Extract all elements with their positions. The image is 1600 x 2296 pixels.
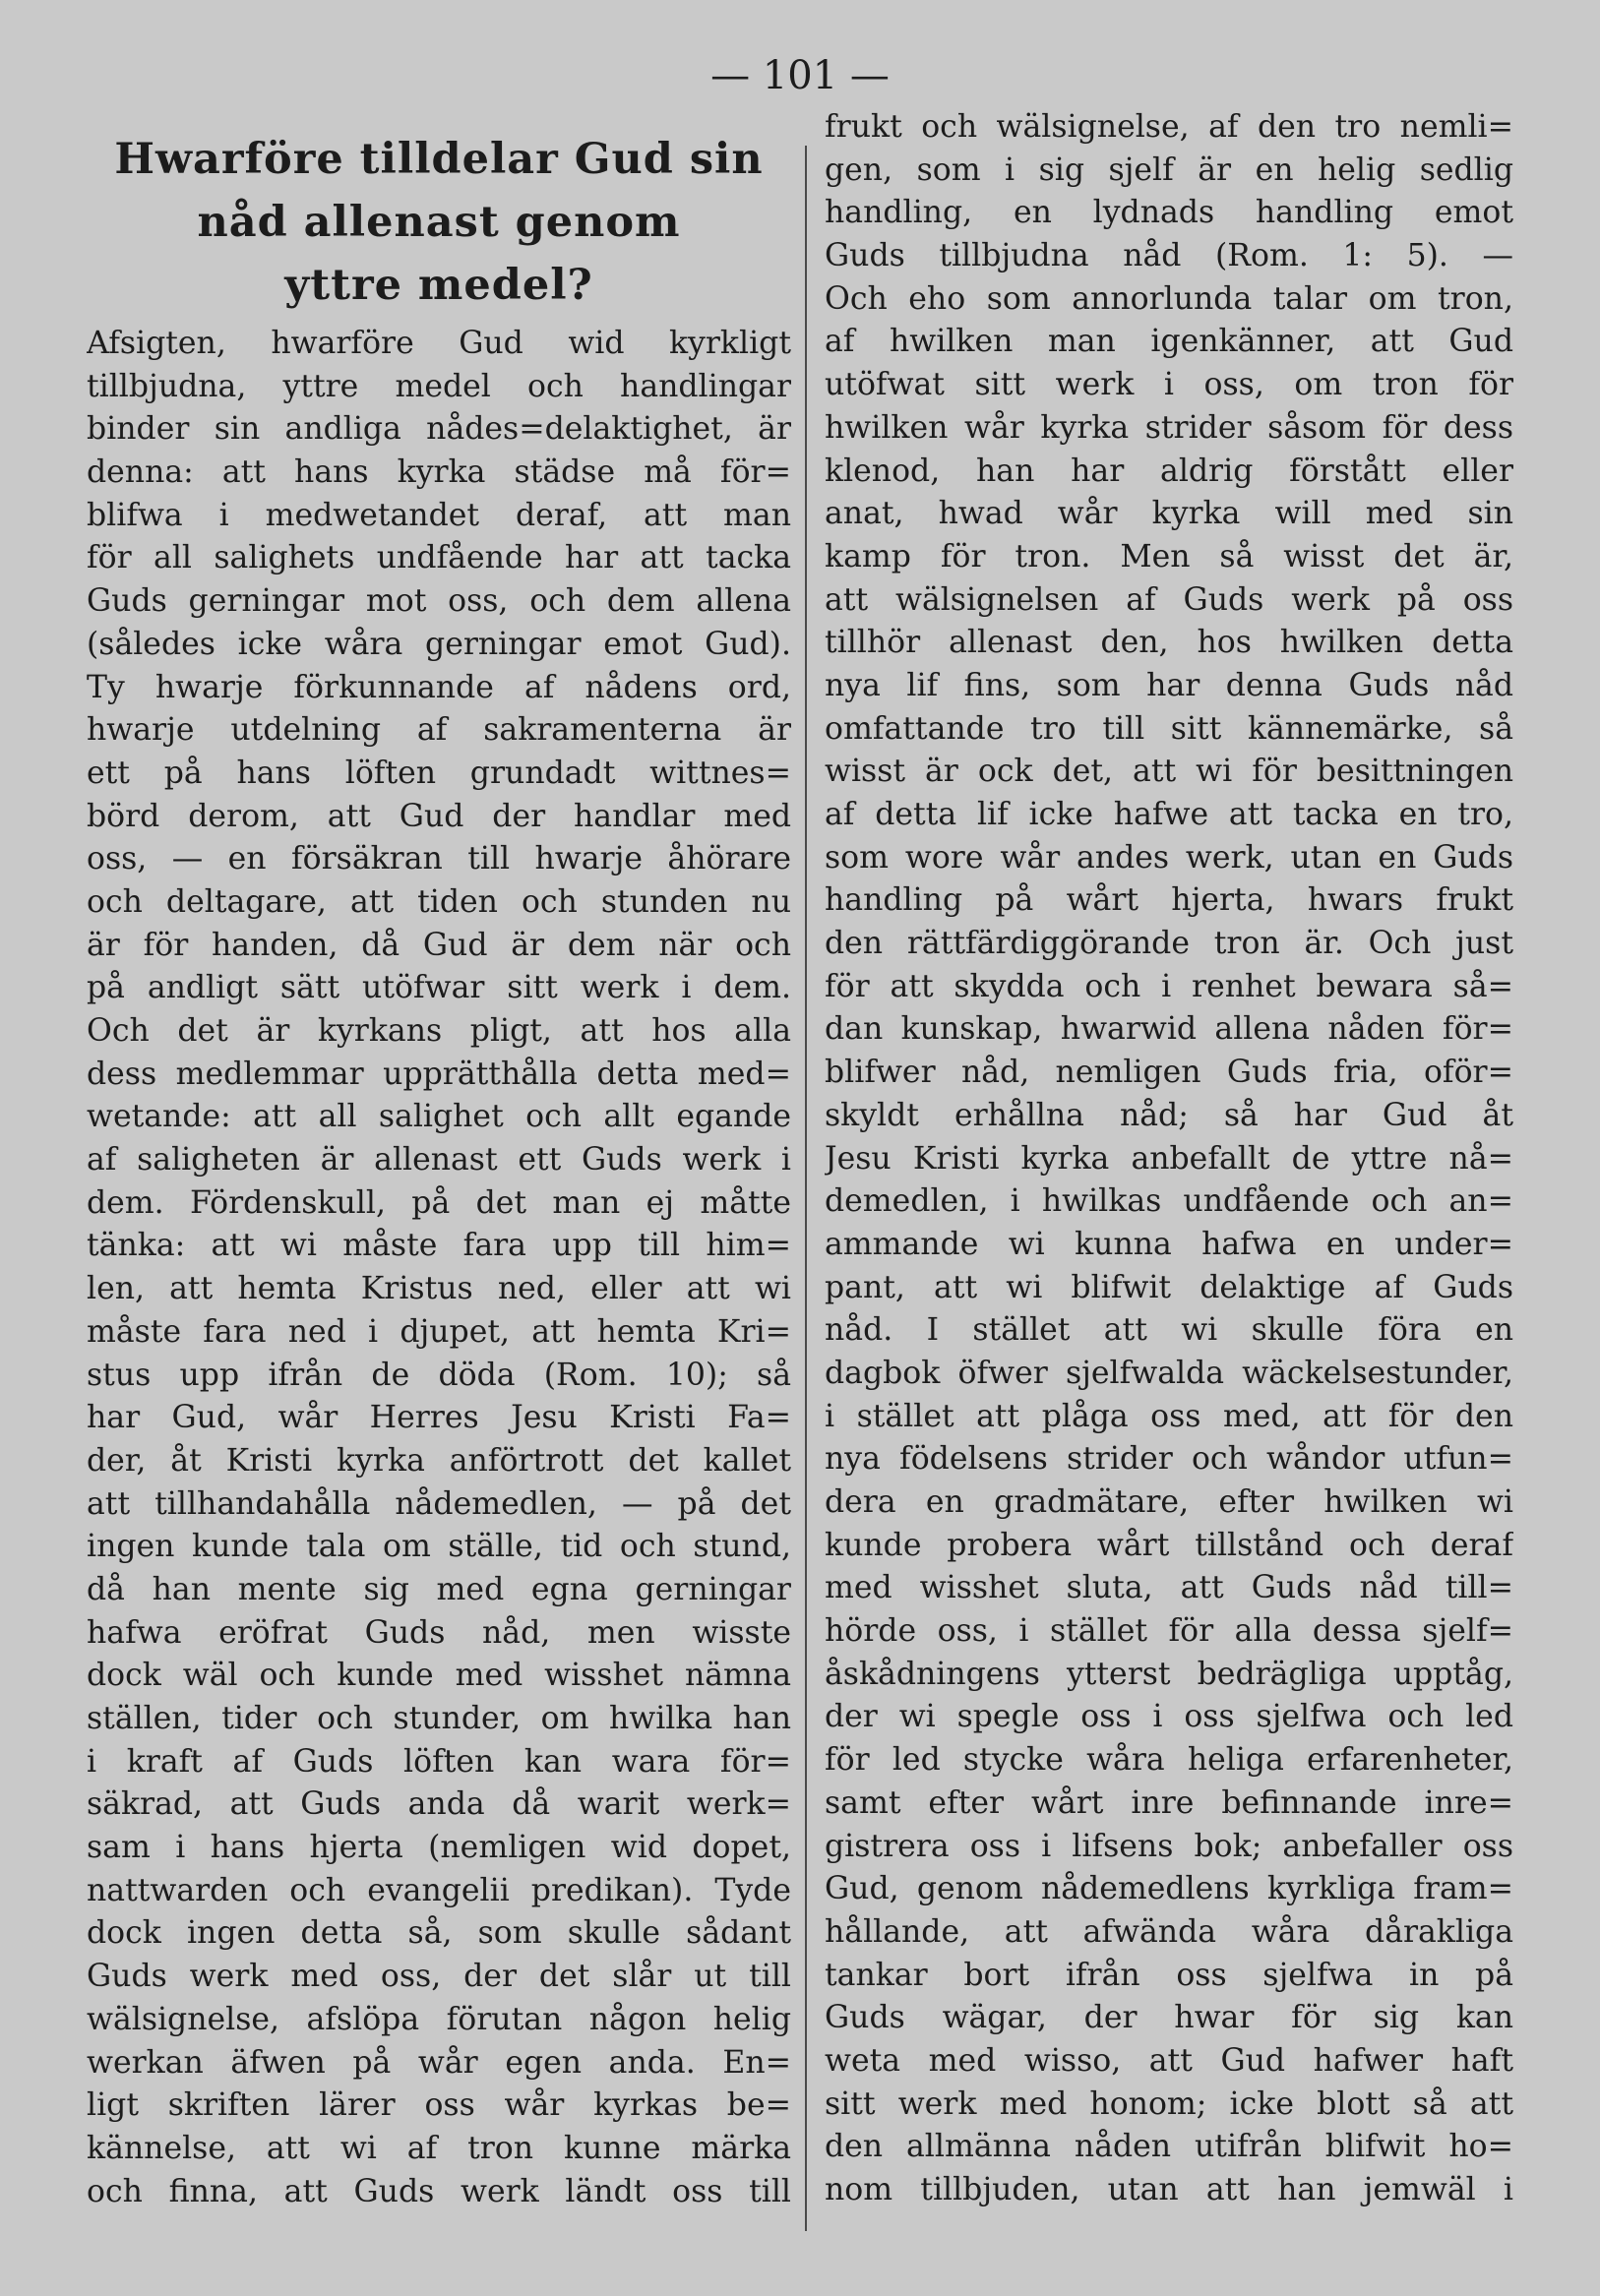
text-line: hörde oss, i stället för alla dessa sjelf= [825,1613,1513,1650]
text-line: handling på wårt hjerta, hwars frukt [825,882,1513,919]
text-line: tillbjudna, yttre medel och handlingar [87,368,791,404]
text-line: der, åt Kristi kyrka anförtrott det kallet [87,1442,791,1479]
title-line: nåd allenast genom [197,198,681,247]
text-line: tänka: att wi måste fara upp till him= [87,1228,791,1264]
text-line: kamp för tron. Men så wisst det är, [825,538,1513,574]
text-line: Guds gerningar mot oss, och dem allena [87,583,791,620]
text-line: skyldt erhållna nåd; så har Gud åt [825,1097,1513,1133]
text-line: ställen, tider och stunder, om hwilka han [87,1701,791,1736]
text-line: af saligheten är allenast ett Guds werk i [87,1142,791,1178]
text-line: gen, som i sig sjelf är en helig sedlig [825,151,1513,188]
text-line: i kraft af Guds löften kan wara för= [87,1743,791,1780]
text-line: nom tillbjuden, utan att han jemwäl i [825,2172,1513,2207]
right-body-text [825,106,1513,2212]
text-line: ingen kunde tala om ställe, tid och stund, [87,1529,791,1565]
text-line: Guds wägar, der hwar för sig kan [825,2000,1513,2036]
text-line: weta med wisso, att Gud hafwer haft [825,2042,1513,2079]
text-line: då han mente sig med egna gerningar [87,1571,791,1607]
text-line: att tillhandahålla nådemedlen, — på det [87,1485,791,1522]
text-line: tillhör allenast den, hos hwilken detta [825,625,1513,661]
text-line: dan kunskap, hwarwid allena nåden för= [825,1011,1513,1048]
text-line: Ty hwarje förkunnande af nådens ord, [87,669,791,705]
text-line: att wälsignelsen af Guds werk på oss [825,581,1513,618]
text-line: för att skydda och i renhet bewara så= [825,968,1513,1004]
text-line: blifwa i medwetandet deraf, att man [87,497,791,533]
text-line: anat, hwad wår kyrka will med sin [825,496,1513,532]
text-line: på andligt sätt utöfwar sitt werk i dem. [87,970,791,1006]
text-line: är för handen, då Gud är dem när och [87,927,791,963]
text-line: i stället att plåga oss med, att för den [825,1398,1513,1434]
text-line: frukt och wälsignelse, af den tro nemli= [825,109,1513,145]
title-line: Hwarföre tilldelar Gud sin [114,135,764,184]
text-line: börd derom, att Gud der handlar med [87,798,791,834]
text-line: säkrad, att Guds anda då warit werk= [87,1786,791,1823]
text-line: Guds werk med oss, der det slår ut till [87,1959,791,1995]
text-line: med wisshet sluta, att Guds nåd till= [825,1570,1513,1606]
text-line: har Gud, wår Herres Jesu Kristi Fa= [87,1400,791,1436]
text-line: ett på hans löften grundadt wittnes= [87,755,791,791]
text-line: hwilken wår kyrka strider såsom för dess [825,409,1513,446]
left-body-text [87,323,791,2213]
text-line: af detta lif icke hafwe att tacka en tro, [825,797,1513,832]
text-line: der wi spegle oss i oss sjelfwa och led [825,1699,1513,1735]
text-line: dock ingen detta så, som skulle sådant [87,1915,791,1952]
text-line: hwarje utdelning af sakramenterna är [87,712,791,749]
text-line: af hwilken man igenkänner, att Gud [825,324,1513,360]
text-line: ammande wi kunna hafwa en under= [825,1226,1513,1262]
text-line: den rättfärdiggörande tron är. Och just [825,926,1513,962]
text-line: wälsignelse, afslöpa förutan någon helig [87,2001,791,2037]
text-line: omfattande tro till sitt kännemärke, så [825,710,1513,747]
text-line: hållande, att afwända wåra dårakliga [825,1913,1513,1950]
text-line: måste fara ned i djupet, att hemta Kri= [87,1313,791,1350]
text-line: åskådningens ytterst bedrägliga upptåg, [825,1656,1513,1692]
text-line: för all salighets undfående har att tacka [87,540,791,576]
text-line: kunde probera wårt tillstånd och deraf [825,1527,1513,1563]
text-line: Och eho som annorlunda talar om tron, [825,280,1513,317]
text-line: (således icke wåra gerningar emot Gud). [87,626,791,662]
text-line: oss, — en försäkran till hwarje åhörare [87,841,791,877]
text-line: Guds tillbjudna nåd (Rom. 1: 5). — [825,238,1513,274]
text-line: dem. Fördenskull, på det man ej måtte [87,1184,791,1221]
text-line: stus upp ifrån de döda (Rom. 10); så [87,1357,791,1393]
text-line: Gud, genom nådemedlens kyrkliga fram= [825,1871,1513,1907]
text-line: nya lif fins, som har denna Guds nåd [825,667,1513,703]
text-line: gistrera oss i lifsens bok; anbefaller oss [825,1828,1513,1864]
text-line: och finna, att Guds werk ländt oss till [87,2173,791,2209]
text-line: nya födelsens strider och wåndor utfun= [825,1441,1513,1478]
title-line: yttre medel? [284,261,593,310]
text-line: dess medlemmar upprätthålla detta med= [87,1056,791,1092]
text-line: dock wäl och kunde med wisshet nämna [87,1658,791,1694]
text-line: tankar bort ifrån oss sjelfwa in på [825,1957,1513,1993]
text-line: som wore wår andes werk, utan en Guds [825,839,1513,876]
text-line: Och det är kyrkans pligt, att hos alla [87,1013,791,1049]
text-line: wetande: att all salighet och allt egande [87,1099,791,1135]
text-line: werkan äfwen på wår egen anda. En= [87,2044,791,2081]
text-line: dagbok öfwer sjelfwalda wäckelsestunder, [825,1355,1513,1391]
text-line: sam i hans hjerta (nemligen wid dopet, [87,1830,791,1866]
text-line: nåd. I stället att wi skulle föra en [825,1312,1513,1349]
text-line: kännelse, att wi af tron kunne märka [87,2130,791,2166]
text-line: binder sin andliga nådes=delaktighet, är [87,411,791,448]
right-column [825,106,1513,2212]
text-line: wisst är ock det, att wi för besittningen [825,754,1513,790]
text-line: denna: att hans kyrka städse må för= [87,454,791,491]
text-line: klenod, han har aldrig förstått eller [825,453,1513,489]
text-line: len, att hemta Kristus ned, eller att wi [87,1271,791,1307]
text-line: och deltagare, att tiden och stunden nu [87,883,791,920]
text-line: för led stycke wåra heliga erfarenheter, [825,1742,1513,1779]
text-line: nattwarden och evangelii predikan). Tyde [87,1872,791,1908]
text-line: dera en gradmätare, efter hwilken wi [825,1484,1513,1520]
text-line: handling, en lydnads handling emot [825,195,1513,231]
text-line: ligt skriften lärer oss wår kyrkas be= [87,2087,791,2124]
text-line: den allmänna nåden utifrån blifwit ho= [825,2129,1513,2165]
column-divider [805,146,807,2231]
text-line: Afsigten, hwarföre Gud wid kyrkligt [87,326,791,361]
page-number: — 101 — [710,53,890,98]
text-line: samt efter wårt inre befinnande inre= [825,1784,1513,1821]
text-line: Jesu Kristi kyrka anbefallt de yttre nå= [825,1140,1513,1177]
text-line: blifwer nåd, nemligen Guds fria, oför= [825,1055,1513,1091]
left-column [87,128,791,2213]
text-line: hafwa eröfrat Guds nåd, men wisste [87,1614,791,1651]
text-line: demedlen, i hwilkas undfående och an= [825,1183,1513,1220]
text-line: pant, att wi blifwit delaktige af Guds [825,1269,1513,1305]
text-line: utöfwat sitt werk i oss, om tron för [825,367,1513,403]
article-title [87,128,791,317]
text-line: sitt werk med honom; icke blott så att [825,2085,1513,2122]
